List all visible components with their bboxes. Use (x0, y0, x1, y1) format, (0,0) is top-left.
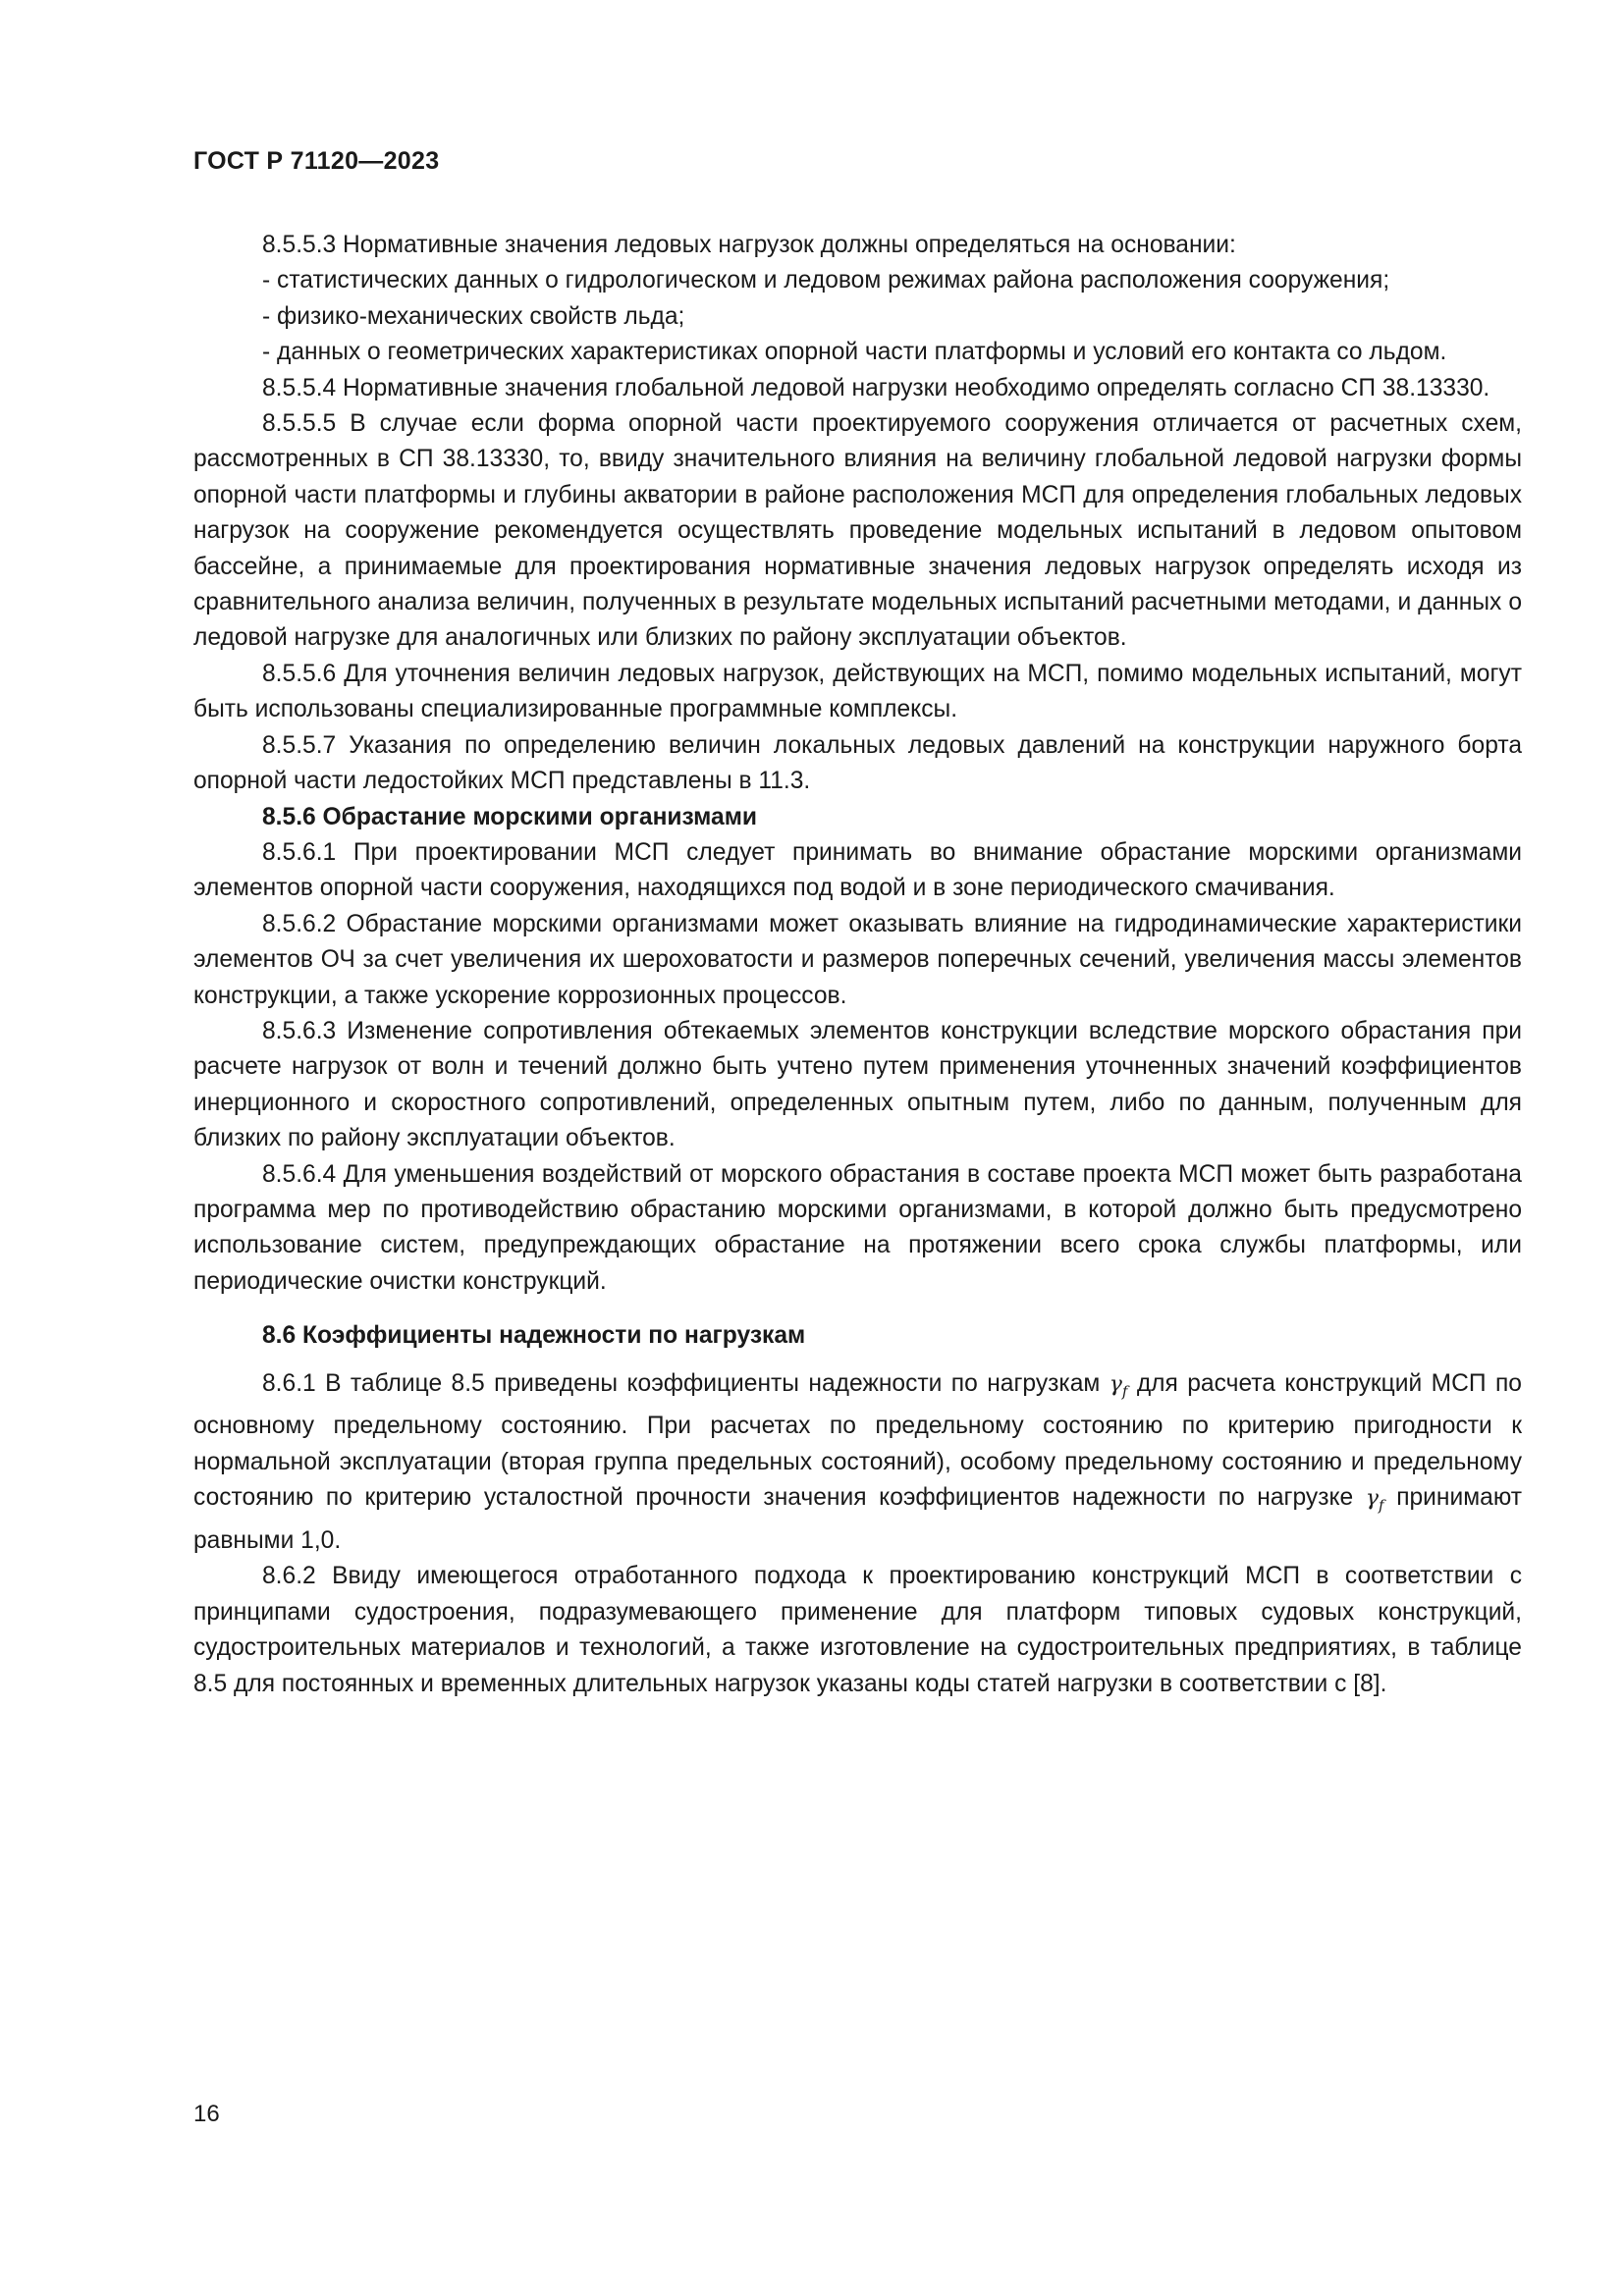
paragraph-8-5-6-1: 8.5.6.1 При проектировании МСП следует принимать во внимание обрастание морскими организмами элементов опорной части сооружения, находящихся под водой и в зоне периодического смачивания. (193, 838, 1522, 902)
paragraph-8-6-1-part-c: принимают равными 1,0. (193, 1484, 1522, 1554)
paragraph-8-5-6-4: 8.5.6.4 Для уменьшения воздействий от морского обрастания в составе проекта МСП может быть разработана программа мер по противодействию обрастанию морскими организмами, в которой должно быть предусмотрено использование систем, предупреждающих обрастание на протяжении всего срока службы платформы, или периодические очистки конструкций. (193, 1160, 1522, 1295)
page-number: 16 (193, 2101, 220, 2127)
paragraph-8-6-1 (193, 1366, 1522, 1560)
document-body (193, 228, 1522, 1702)
paragraph-8-6-1-part-a: 8.6.1 В таблице 8.5 приведены коэффициенты надежности по нагрузкам (262, 1369, 1101, 1397)
list-item: - физико-механических свойств льда; (262, 302, 685, 330)
paragraph-8-6-1-part-b: для расчета конструкций МСП по основному предельному состоянию. При расчетах по предельному состоянию по критерию пригодности к нормальной эксплуатации (вторая группа предельных состояний), особому предельному состоянию и предельному состоянию по критерию усталостной прочности значения коэффициентов надежности по нагрузке (193, 1369, 1522, 1512)
gamma-f-symbol: $\gamma_f$ (1109, 1371, 1128, 1400)
paragraph-8-5-6-2: 8.5.6.2 Обрастание морскими организмами может оказывать влияние на гидродинамические характеристики элементов ОЧ за счет увеличения их шероховатости и размеров поперечных сечений, увеличения массы элементов конструкции, а также ускорение коррозионных процессов. (193, 910, 1522, 1009)
heading-8-5-6: 8.5.6 Обрастание морскими организмами (262, 803, 758, 830)
paragraph-8-5-5-5: 8.5.5.5 В случае если форма опорной части проектируемого сооружения отличается от расчетных схем, рассмотренных в СП 38.13330, то, ввиду значительного влияния на величину глобальной ледовой нагрузки формы опорной части платформы и глубины акватории в районе расположения МСП для определения глобальных ледовых нагрузок на сооружение рекомендуется осуществлять проведение модельных испытаний в ледовом опытовом бассейне, а принимаемые для проектирования нормативные значения ледовых нагрузок определять исходя из сравнительного анализа величин, полученных в результате модельных испытаний расчетными методами, и данных о ледовой нагрузке для аналогичных или близких по району эксплуатации объектов. (193, 410, 1522, 652)
paragraph-8-6-2: 8.6.2 Ввиду имеющегося отработанного подхода к проектированию конструкций МСП в соответствии с принципами судостроения, подразумевающего применение для платформ типовых судовых конструкций, судостроительных материалов и технологий, а также изготовление на судостроительных предприятиях, в таблице 8.5 для постоянных и временных длительных нагрузок указаны коды статей нагрузки в соответствии с [8]. (193, 1563, 1522, 1697)
paragraph-8-5-5-6: 8.5.5.6 Для уточнения величин ледовых нагрузок, действующих на МСП, помимо модельных испытаний, могут быть использованы специализированные программные комплексы. (193, 660, 1522, 723)
paragraph-8-5-5-3: 8.5.5.3 Нормативные значения ледовых нагрузок должны определяться на основании: (262, 232, 1236, 258)
list-item: - данных о геометрических характеристиках опорной части платформы и условий его контакта со льдом. (262, 339, 1447, 366)
list-item: - статистических данных о гидрологическом и ледовом режимах района расположения сооружения; (262, 267, 1390, 294)
gamma-f-symbol: $\gamma_f$ (1365, 1486, 1384, 1515)
heading-8-6: 8.6 Коэффициенты надежности по нагрузкам (262, 1322, 806, 1350)
paragraph-8-5-5-4: 8.5.5.4 Нормативные значения глобальной ледовой нагрузки необходимо определять согласно СП 38.13330. (262, 374, 1490, 401)
paragraph-8-5-5-7: 8.5.5.7 Указания по определению величин локальных ледовых давлений на конструкции наружного борта опорной части ледостойких МСП представлены в 11.3. (193, 731, 1522, 795)
paragraph-8-5-6-3: 8.5.6.3 Изменение сопротивления обтекаемых элементов конструкции вследствие морского обрастания при расчете нагрузок от волн и течений должно быть учтено путем применения уточненных значений коэффициентов инерционного и скоростного сопротивлений, определенных опытным путем, либо по данным, полученным для близких по району эксплуатации объектов. (193, 1017, 1522, 1152)
document-header: ГОСТ Р 71120—2023 (193, 147, 440, 175)
